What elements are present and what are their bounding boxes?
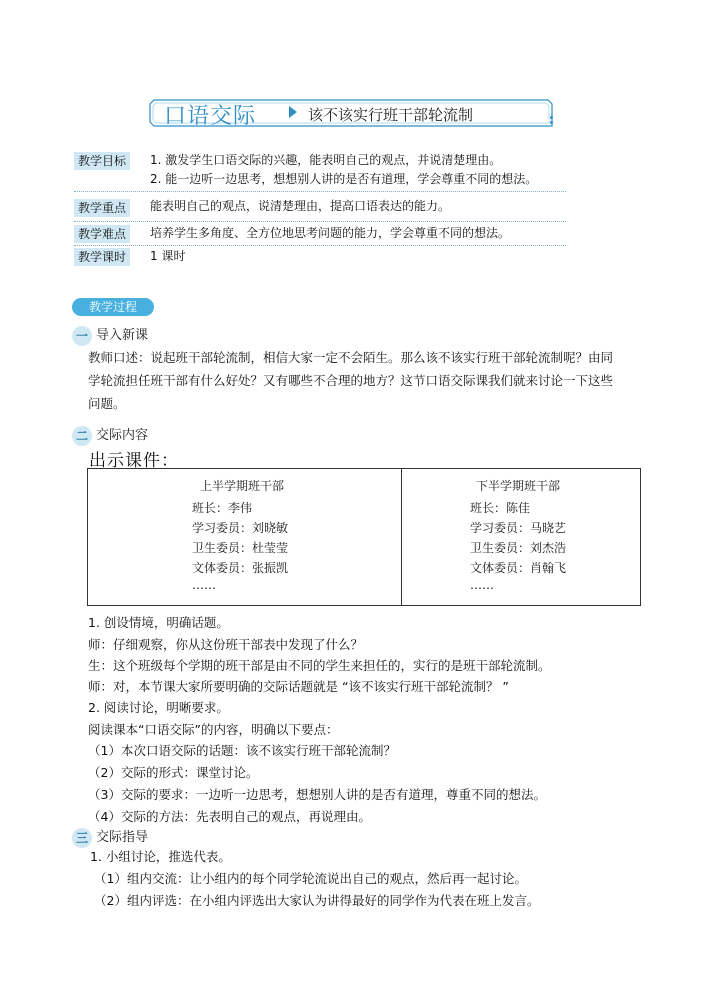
class-cadre-table	[87, 468, 641, 606]
content-line: 师：仔细观察，你从这份班干部表中发现了什么？	[88, 637, 364, 652]
intro-line-1: 教师口述：说起班干部轮流制，相信大家一定不会陌生。那么该不该实行班干部轮流制呢？由同	[88, 350, 614, 365]
section-label: 交际指导	[96, 830, 149, 845]
section-number: 二	[72, 426, 92, 446]
divider	[74, 221, 566, 222]
table-row: 学习委员：刘晓敏	[192, 521, 289, 535]
table-column-first-half	[88, 469, 401, 605]
table-row: 文体委员：肖翰飞	[470, 561, 567, 575]
meta-hours-text: 1 课时	[150, 249, 186, 263]
table-header: 下半学期班干部	[476, 479, 561, 493]
meta-goal-line-1: 1. 激发学生口语交际的兴趣，能表明自己的观点，并说清楚理由。	[150, 153, 502, 167]
table-header: 上半学期班干部	[200, 479, 285, 493]
process-badge: 教学过程	[72, 298, 154, 316]
content-line: 生：这个班级每个学期的班干部是由不同的学生来担任的，实行的是班干部轮流制。	[88, 658, 551, 673]
meta-label-hours: 教学课时	[74, 248, 130, 266]
meta-focus-text: 能表明自己的观点，说清楚理由，提高口语表达的能力。	[150, 199, 451, 213]
intro-line-2: 学轮流担任班干部有什么好处？又有哪些不合理的地方？这节口语交际课我们就来讨论一下这些	[88, 373, 614, 388]
title-arrow-icon	[289, 106, 297, 118]
table-row: 卫生委员：刘杰浩	[470, 541, 567, 555]
guide-line: （1）组内交流：让小组内的每个同学轮流说出自己的观点，然后再一起讨论。	[94, 871, 527, 886]
table-column-second-half	[402, 469, 640, 605]
content-line: （3）交际的要求：一边听一边思考，想想别人讲的是否有道理，尊重不同的想法。	[88, 787, 546, 802]
guide-line: 1. 小组讨论，推选代表。	[90, 849, 231, 864]
meta-difficulty-text: 培养学生多角度、全方位地思考问题的能力，学会尊重不同的想法。	[150, 226, 511, 240]
intro-line-3: 问题。	[88, 396, 126, 411]
section-number: 一	[72, 326, 92, 346]
content-line: 师：对，本节课大家所要明确的交际话题就是 “该不该实行班干部轮流制？ ”	[88, 679, 509, 694]
meta-label-focus: 教学重点	[74, 199, 130, 217]
title-main: 口语交际	[164, 104, 257, 129]
table-row: ……	[192, 578, 216, 592]
content-line: （1）本次口语交际的话题：该不该实行班干部轮流制？	[88, 743, 396, 758]
section-label: 交际内容	[96, 428, 149, 443]
content-line: 阅读课本“口语交际”的内容，明确以下要点：	[88, 722, 339, 737]
divider	[74, 245, 566, 246]
content-line: （2）交际的形式：课堂讨论。	[88, 765, 259, 780]
title-subtitle: 该不该实行班干部轮流制	[308, 106, 474, 124]
courseware-label: 出示课件：	[89, 451, 179, 471]
table-row: 文体委员：张振凯	[192, 561, 289, 575]
content-line: 1. 创设情境，明确话题。	[88, 615, 229, 630]
table-row: 卫生委员：杜莹莹	[192, 541, 289, 555]
content-line: （4）交际的方法：先表明自己的观点，再说理由。	[88, 809, 371, 824]
meta-label-goals: 教学目标	[74, 152, 130, 170]
table-row: 学习委员：马晓艺	[470, 521, 567, 535]
table-row: ……	[470, 578, 494, 592]
section-number: 三	[72, 828, 92, 848]
section-label: 导入新课	[96, 328, 149, 343]
table-row: 班长：陈佳	[470, 501, 531, 515]
dots-icon	[550, 116, 553, 126]
table-row: 班长：李伟	[192, 501, 253, 515]
guide-line: （2）组内评选：在小组内评选出大家认为讲得最好的同学作为代表在班上发言。	[94, 893, 540, 908]
meta-label-difficulty: 教学难点	[74, 225, 130, 243]
meta-goal-line-2: 2. 能一边听一边思考，想想别人讲的是否有道理，学会尊重不同的想法。	[150, 172, 538, 186]
title-banner	[148, 98, 556, 130]
content-line: 2. 阅读讨论，明晰要求。	[88, 700, 229, 715]
divider	[74, 191, 566, 192]
